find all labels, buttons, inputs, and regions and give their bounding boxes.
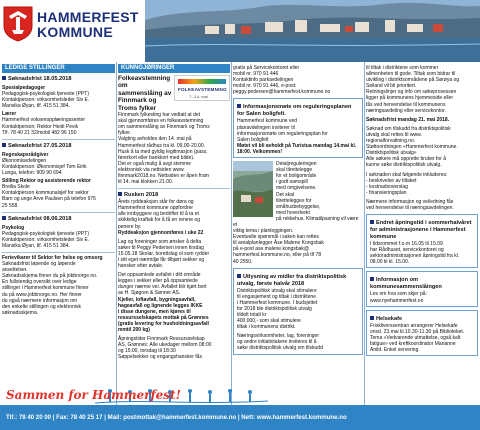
- planning-meeting-box: [233, 98, 363, 158]
- section-heading: Helsekafe: [370, 316, 474, 323]
- text-line: Søppelsekker og engangshansker fås: [118, 354, 202, 361]
- text-line: Les om hva som skjer på:: [370, 291, 427, 298]
- district-funds-box: [233, 268, 363, 355]
- job-title: Regnskapsrådgiver: [2, 151, 49, 158]
- brand-line-1: HAMMERFEST: [37, 9, 139, 25]
- coat-of-arms-icon: [3, 6, 33, 42]
- text-line: søknadsskjema.: [2, 309, 39, 316]
- text-line: til tiltak i distriktene som kommer: [366, 65, 439, 71]
- text-line: 15.05.18 Skolar, borettslag ol som rydder: [118, 250, 210, 257]
- referendum-logo: [174, 75, 230, 101]
- planning-meeting-time: Møtet vil bli avholdt på Turistua mandag 14.mai kl. 18:00. Velkommen!: [237, 142, 357, 155]
- text-line: Hammerfest rådhus tra kl. 09.00-20.00.: [118, 142, 205, 149]
- text-line: fylker.: [118, 130, 132, 137]
- deadline-heading: Søknadsfrist 08.06.2018: [2, 216, 115, 223]
- merger-info-body: [370, 291, 474, 303]
- square-bullet-icon: [370, 277, 374, 281]
- opening-hours-box: [366, 214, 478, 268]
- text-line: allmenheten til gode. Tiltak som bidrar til: [366, 71, 456, 78]
- text-line: Økonomiavdelingen: [2, 157, 47, 164]
- text-line: ved henvendelse til næringsavdelingen.: [366, 204, 454, 211]
- text-line: Nærmere informasjon og veiledning fås: [366, 198, 454, 205]
- text-line: I søknaden skal følgende inkluderes:: [366, 171, 448, 178]
- text-line: elektronisk via nettsiden www.: [118, 166, 185, 173]
- job-details: [2, 231, 115, 249]
- text-line: legges i sekker eller på oppsamlede: [118, 278, 198, 285]
- text-line: mobil nr. 970 91 446, e-post:: [233, 83, 297, 90]
- square-bullet-icon: [2, 76, 6, 80]
- text-line: stillinger i Hammerfest kommune finner: [2, 285, 89, 292]
- text-line: Hammerfest kommune oppfordrer: [118, 205, 194, 212]
- text-line: Næringsvirksomheter, lag, foreninger: [237, 333, 319, 340]
- column-info: [233, 62, 363, 405]
- slogan-text: Sammen for Hammerfest!: [6, 388, 181, 402]
- section-heading: Informasjonsmøte om reguleringsplanen for Salen boligfelt.: [237, 104, 352, 118]
- job-title: Lærer: [2, 111, 17, 118]
- deadline-heading: Søknadsfrist 27.05.2018: [2, 143, 115, 150]
- text-line: har Rådhuset, servicekontoret og: [370, 247, 444, 254]
- text-line: Årets ryddeaksjon står for døra og: [118, 199, 194, 206]
- job-details: [2, 261, 115, 316]
- health-cafe-body: [370, 323, 474, 353]
- text-line: En fullstendig oversikt over ledige: [2, 279, 77, 286]
- text-line: med omgivelsene.: [276, 185, 317, 192]
- page-header: [0, 0, 480, 62]
- text-line: Hammerfest kommune ved: [237, 118, 298, 125]
- text-line: Det er også mulig å avgi stemme: [118, 160, 192, 167]
- text-line: hammerfest.kommune.no, eller på tlf 78: [233, 252, 322, 259]
- text-line: Kontaktperson: Rektor Heidi Pevik: [2, 123, 79, 130]
- text-line: du på www.jobbnorge.no. Her finner: [2, 291, 82, 298]
- text-line: www.nyehammerfest.no: [370, 297, 424, 304]
- text-line: tiltak i kommunens distrikt.: [237, 324, 296, 331]
- application-requirements: [366, 172, 478, 196]
- text-line: Finnmark fylkesting har vedtatt at det: [118, 112, 200, 119]
- text-line: og 15:00, torsdag til 18:30: [118, 348, 176, 355]
- text-line: i godt samspill: [276, 179, 308, 186]
- text-line: på rekkehus. Klimatilpasning vil være et: [233, 215, 359, 228]
- rusken-week: Ryddeaksjon gjennomføres i uke 22: [118, 229, 204, 236]
- column-info-2: [366, 62, 478, 405]
- text-line: næringsavdeling eller servicekontor.: [366, 107, 446, 114]
- brand-line-2: KOMMUNE: [37, 24, 113, 40]
- text-line: skikkelig kraftak for å få en renere og: [118, 217, 200, 224]
- text-line: Lag og foreninger som ønsker å delta: [118, 238, 202, 245]
- application-guidance: [366, 199, 478, 211]
- text-line: Søknadsfrist løpende og løpende: [2, 261, 76, 268]
- text-line: søke distriktspolitisk utvalg om tilskudd: [237, 345, 323, 352]
- text-line: for et boligområde: [276, 173, 317, 180]
- deadline-heading: Søknadsfrist 18.05.2018: [2, 76, 115, 83]
- section-heading: Endret åpningstid i sommerhalvåret for administrasjonene i Hammerfest kommune: [370, 220, 472, 241]
- text-line: tilrettelegges for: [276, 197, 312, 204]
- text-line: onsd. 23.mai kl.10.30-11.30 på Biblioteket.: [370, 328, 465, 335]
- text-line: dunger nærme vei. Avfallet blir kjørt bort: [118, 284, 207, 291]
- text-line: Barn og unge Arve Paulsen på telefon 976: [2, 196, 96, 203]
- text-line: søker til Peggy Pedersen innen tirsdag: [118, 244, 204, 251]
- text-line: til arealplanlegger Åse Malene Kongsbak: [233, 240, 324, 247]
- text-line: Støttoordningen «Hammerfest kommune.: [366, 144, 458, 151]
- text-line: på e-post ase.malene.kongsbak@: [233, 246, 309, 253]
- text-line: skal tilrettelegge: [276, 167, 313, 174]
- text-line: Tlf. 78 40 21 32/mobil 482 96 150: [2, 129, 77, 136]
- job-title: Ferievikarer til Sektor for helse og omsorg: [2, 254, 103, 261]
- text-line: Lunga, telefon: 909 90 694: [2, 170, 62, 177]
- divider: [2, 139, 115, 140]
- text-line: Retningslinjer og info om søkeprosessen: [366, 89, 457, 96]
- text-line: Kjeller, loftavfall, bygningsavfall,: [118, 296, 196, 303]
- referendum-logo-text: FOLKEAVSTEMNING: [178, 87, 227, 92]
- text-line: for 2018 ble distriktspolitisk utvalg: [237, 305, 312, 312]
- text-line: Tema «Vedvarende utmattelse, også kalt: [370, 334, 461, 341]
- site-photo-icon: [233, 161, 273, 217]
- contact-footer: Tlf.: 78 40 20 00 | Fax: 78 40 25 17 | Mail: postmottak@hammerfest.kommune.no | Nett: www.hammerfest.kommune.no: [0, 405, 480, 430]
- text-line: med hovedvekt: [276, 209, 310, 216]
- district-funds-continued: [366, 65, 478, 114]
- health-cafe-box: [366, 310, 478, 356]
- text-line: 40 2550.: [233, 258, 253, 265]
- text-line: ressursselskapets mottak på Grønnes: [118, 314, 209, 321]
- text-line: til 14. mai klokken 21.00.: [118, 179, 174, 186]
- application-details: [366, 126, 478, 169]
- text-line: i Hammerfest kommune. I budsjettet: [237, 299, 318, 306]
- text-line: mmtil 200 kg): [118, 327, 150, 334]
- text-line: i disse dungene, men kjøres til: [118, 308, 191, 315]
- logo: [3, 4, 143, 56]
- contact-lines: [233, 65, 363, 95]
- rusken-body: [118, 199, 230, 229]
- slogan-graphic: [0, 385, 270, 407]
- text-line: I tidsrommet f.o.m 16.05 til 15.09: [370, 241, 443, 248]
- job-details: [2, 184, 115, 208]
- rusken-body-3: [118, 272, 230, 296]
- text-line: utvalg skal rettes til www.: [366, 131, 422, 138]
- header-photo: [145, 0, 480, 62]
- text-line: Detaljreguleringen: [276, 161, 317, 168]
- text-line: 08.00 til kl. 15.00.: [370, 259, 410, 266]
- town-photo-icon: [145, 0, 480, 62]
- rusken-body-4: [118, 336, 230, 360]
- text-line: mobil nr. 970 91 446: [233, 71, 279, 78]
- column-announcements: [118, 62, 230, 405]
- text-line: planavdelingen inviterer til: [237, 124, 295, 131]
- referendum-logo-bar: [178, 79, 226, 84]
- text-line: Valgting avholdes den 14. mai på: [118, 136, 192, 143]
- text-line: Pedagogisk-psykologisk tjeneste (PPT): [2, 230, 89, 237]
- referendum-body: [118, 112, 230, 185]
- text-line: hansker etter avtale.: [118, 263, 164, 270]
- text-line: førerkort eller bankkort med bilde).: [118, 154, 195, 161]
- text-line: Søknad om tilskudd fra distriktspolitisk: [366, 125, 451, 132]
- text-line: til engasjement og tiltak i distriktene: [237, 293, 316, 300]
- text-line: og andre initiativtakere inviteres til å: [237, 339, 317, 346]
- text-line: penere by.: [118, 223, 142, 230]
- text-line: du også nærmere informasjon om: [2, 297, 78, 304]
- opening-hours-body: [370, 241, 474, 265]
- text-line: Distriktspolitisk utvalg skal stimulere: [237, 287, 317, 294]
- referendum-logo-dates: 7.–14. mai: [189, 94, 208, 99]
- planning-body: [237, 118, 359, 142]
- job-title: Stilling Rektor og assisterende rektor: [2, 178, 91, 185]
- job-details: [2, 158, 115, 176]
- text-line: i sitt eget nærmiljø får tilbjørt sekker og: [118, 257, 205, 263]
- banner-announcements: KUNNGJØRINGER: [118, 64, 230, 73]
- district-funds-body-2: [237, 333, 359, 351]
- referendum-title: Folkeavstemning om sammenslåing av Finnmark og Troms fylker: [118, 75, 172, 112]
- text-line: Mansika Øyan, tlf. 415 51 384.: [2, 242, 70, 249]
- text-line: 400.000,- som skal stimulere: [237, 318, 301, 325]
- text-line: om sammenslåing av Finnmark og Troms: [118, 124, 210, 131]
- square-bullet-icon: [370, 316, 374, 320]
- banner-vacancies: LEDIGE STILLINGER: [2, 64, 115, 73]
- job-details: [2, 91, 115, 109]
- text-line: Breilia Skole: [2, 184, 30, 191]
- referendum-intro: [118, 75, 230, 112]
- column-divider: [231, 62, 232, 405]
- section-heading: Rusken 2018: [118, 192, 230, 199]
- text-line: regionalforvaltning.no.: [366, 138, 416, 145]
- square-bullet-icon: [237, 274, 241, 278]
- text-line: - beskrivelse av tiltaket: [366, 177, 417, 184]
- text-line: informasjonsmøte om reguleringsplan for: [237, 130, 328, 137]
- text-line: Anild. Enkel servering: [370, 347, 419, 353]
- text-line: Eventuelle spørsmål i saken kan rettes: [233, 234, 319, 241]
- text-line: Distriktspolitisk utvalg»: [366, 150, 417, 157]
- text-line: Åpningstider Finnmark Ressursselskap: [118, 336, 205, 343]
- text-line: sektoradministrasjonen åpningstid fra kl.: [370, 253, 460, 260]
- district-funds-body: [237, 288, 359, 331]
- text-line: skal gjennomføres en folkeavstemning: [118, 118, 204, 125]
- text-line: 25 558.: [2, 202, 19, 209]
- text-line: ligger på kommunens hjemmeside eller: [366, 95, 453, 102]
- text-line: AS, Grønnes: Alle ukedager mellom 08:00: [118, 342, 212, 349]
- text-line: gratis på Servicekontoret eller: [233, 65, 300, 71]
- text-line: den enkelte stillingen og elektronisk: [2, 303, 81, 310]
- text-line: Pedagogisk-psykologisk tjeneste (PPT): [2, 91, 89, 98]
- job-title: Spesialpedagoger: [2, 85, 46, 91]
- divider: [2, 252, 115, 253]
- text-line: Hammerfest voksenopplæringssenter: [2, 117, 86, 124]
- text-line: Alle søkere må opprette bruker for å: [366, 156, 447, 163]
- text-line: fatigue» ved kreftkoordinator Marianne: [370, 340, 456, 347]
- rusken-waste-note: [118, 297, 230, 334]
- text-line: fås ved henvendelse til kommunens: [366, 101, 446, 108]
- text-line: kunne søke distriktspolitisk utvalg.: [366, 162, 442, 169]
- text-line: Kontaktperson kommunalsjef for sektor: [2, 190, 89, 197]
- column-vacancies: [2, 62, 115, 405]
- square-bullet-icon: [2, 216, 6, 220]
- text-line: - kostnadsoverslag: [366, 183, 408, 190]
- text-line: Mansika Øyan, tlf. 415 51 384.: [2, 103, 70, 110]
- column-divider: [364, 62, 365, 405]
- text-line: alle innbyggere og bedrifter til å ta et: [118, 211, 199, 218]
- square-bullet-icon: [2, 143, 6, 147]
- text-line: småhusbebyggelse,: [276, 203, 321, 210]
- divider: [118, 188, 230, 189]
- square-bullet-icon: [237, 104, 241, 108]
- text-line: tildelt totalt kr: [237, 312, 267, 318]
- application-deadline: Søknadsfrist mandag 21. mai 2018.: [366, 116, 450, 123]
- rusken-body-2: [118, 239, 230, 269]
- planning-detail: [233, 161, 363, 265]
- job-details: [2, 117, 115, 135]
- text-line: (gratis levering for husholdningsavfall: [118, 320, 209, 327]
- job-title: Psykolog: [2, 224, 25, 231]
- text-line: Kontaktperson: virksomhetsleder Siv E.: [2, 97, 90, 104]
- text-line: Det oppsamlede avfallet i ditt område: [118, 272, 201, 279]
- text-line: Friskliverssentran arrangerer Helsekafe: [370, 322, 458, 329]
- text-line: Kontaktinfo parkavdelingen: [233, 77, 294, 84]
- text-line: - finansieringsplan: [366, 189, 407, 196]
- text-line: viktig tema i planleggingen.: [233, 228, 294, 235]
- text-line: ansettelser.: [2, 267, 28, 274]
- text-line: utvikling i distriktsområdene på Sørøya og: [366, 77, 460, 84]
- text-line: Søknadsskjema finner du på jobbnorge.no.: [2, 273, 98, 280]
- text-line: Seiland vil bli prioritert.: [366, 83, 417, 90]
- section-heading: Informasjon om kommunesammenslåingen: [370, 277, 442, 291]
- text-line: finnmark2018.no. Nettsiden er åpen fram: [118, 172, 209, 179]
- square-bullet-icon: [370, 220, 374, 224]
- merger-info-box: [366, 271, 478, 306]
- section-heading: Utlysning av midler fra distriktspolitisk utvalg, første halvår 2018: [237, 273, 347, 287]
- text-line: Salen boligfelt: [237, 136, 269, 143]
- text-line: av H. Sjøgren & Sønner AS.: [118, 290, 181, 297]
- text-line: Kontaktperson: virksomhetsleder Siv E.: [2, 236, 90, 243]
- text-line: Det skal: [276, 191, 295, 198]
- square-bullet-icon: [118, 192, 122, 196]
- text-line: hageavfall og lignende legges IKKE: [118, 302, 203, 309]
- divider: [2, 212, 115, 213]
- text-line: Husk å ta med gyldig legitimasjon (pass,: [118, 148, 208, 155]
- column-divider: [116, 62, 117, 405]
- text-line: peggy.pedersen@hammerfest.kommune.no: [233, 89, 331, 96]
- text-line: Kontaktperson: Økonomisjef Tom Eirik: [2, 163, 87, 170]
